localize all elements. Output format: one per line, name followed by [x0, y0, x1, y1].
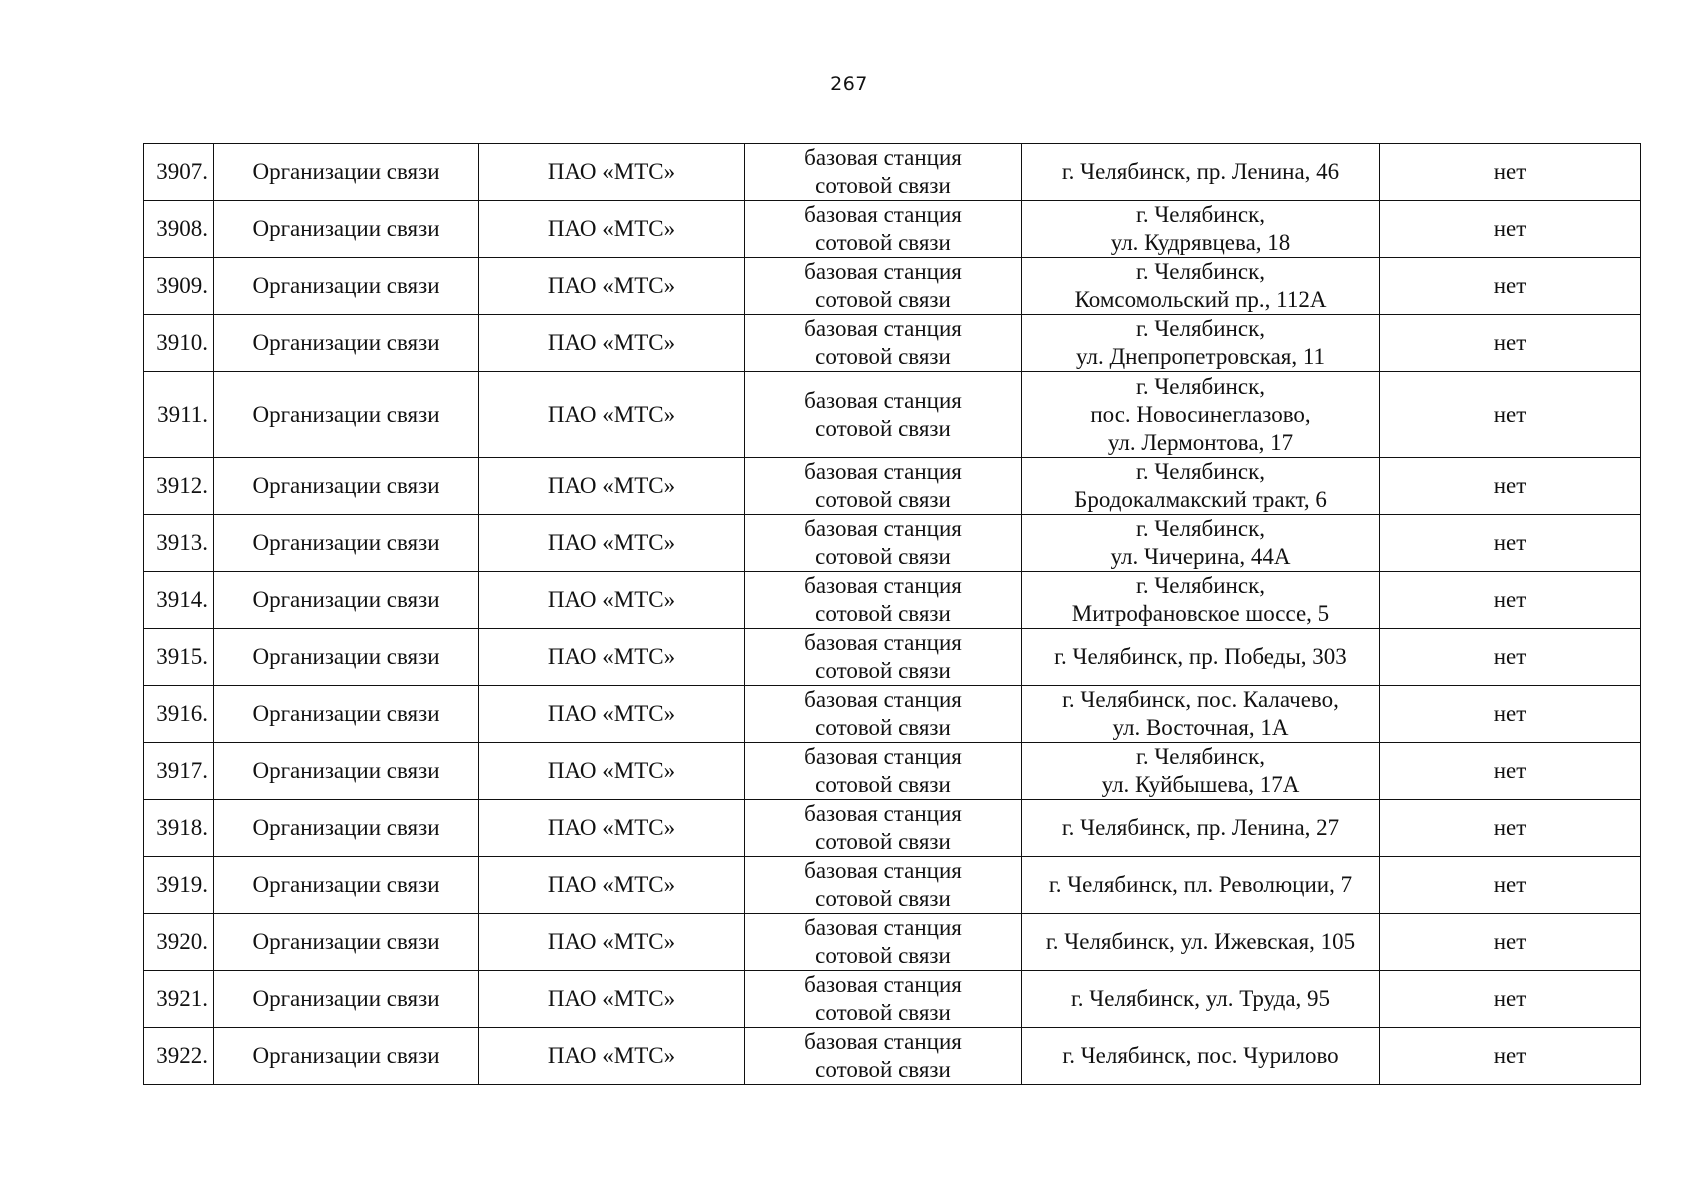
object-cell-line: сотовой связи — [815, 658, 951, 683]
row-number-cell: 3909. — [144, 258, 214, 315]
row-number-cell: 3919. — [144, 857, 214, 914]
address-cell-line: Бродокалмакский тракт, 6 — [1074, 487, 1327, 512]
owner-cell: ПАО «МТС» — [479, 372, 745, 458]
owner-cell: ПАО «МТС» — [479, 686, 745, 743]
category-cell: Организации связи — [214, 201, 479, 258]
object-cell — [745, 201, 1022, 258]
category-cell: Организации связи — [214, 914, 479, 971]
owner-cell: ПАО «МТС» — [479, 515, 745, 572]
flag-cell: нет — [1380, 258, 1641, 315]
category-cell: Организации связи — [214, 515, 479, 572]
object-cell — [745, 515, 1022, 572]
object-cell-line: базовая станция — [804, 687, 962, 712]
object-cell — [745, 144, 1022, 201]
address-cell — [1022, 743, 1380, 800]
owner-cell: ПАО «МТС» — [479, 572, 745, 629]
object-cell-line: сотовой связи — [815, 487, 951, 512]
table-row — [144, 458, 1641, 515]
object-cell-line: сотовой связи — [815, 230, 951, 255]
category-cell: Организации связи — [214, 258, 479, 315]
owner-cell: ПАО «МТС» — [479, 857, 745, 914]
address-cell-line: пос. Новосинеглазово, — [1090, 401, 1311, 427]
owner-cell: ПАО «МТС» — [479, 258, 745, 315]
table-row — [144, 572, 1641, 629]
address-cell — [1022, 144, 1380, 201]
table-row — [144, 857, 1641, 914]
category-cell: Организации связи — [214, 572, 479, 629]
address-cell — [1022, 800, 1380, 857]
flag-cell: нет — [1380, 372, 1641, 458]
address-cell — [1022, 201, 1380, 258]
object-cell-line: базовая станция — [804, 972, 962, 997]
flag-cell: нет — [1380, 315, 1641, 372]
address-cell — [1022, 857, 1380, 914]
address-cell-line: г. Челябинск, — [1135, 573, 1265, 598]
object-cell-line: сотовой связи — [815, 601, 951, 626]
object-cell-line: сотовой связи — [815, 1000, 951, 1025]
object-cell — [745, 743, 1022, 800]
owner-cell: ПАО «МТС» — [479, 201, 745, 258]
flag-cell: нет — [1380, 572, 1641, 629]
object-cell — [745, 258, 1022, 315]
owner-cell: ПАО «МТС» — [479, 144, 745, 201]
object-cell — [745, 372, 1022, 458]
object-cell — [745, 572, 1022, 629]
address-cell-line: г. Челябинск, — [1135, 516, 1265, 541]
flag-cell: нет — [1380, 629, 1641, 686]
flag-cell: нет — [1380, 857, 1641, 914]
object-cell-line: базовая станция — [804, 630, 962, 655]
address-cell-line: г. Челябинск, ул. Ижевская, 105 — [1045, 929, 1356, 954]
category-cell: Организации связи — [214, 800, 479, 857]
owner-cell: ПАО «МТС» — [479, 914, 745, 971]
object-cell-line: сотовой связи — [815, 943, 951, 968]
flag-cell: нет — [1380, 686, 1641, 743]
row-number-cell: 3915. — [144, 629, 214, 686]
owner-cell: ПАО «МТС» — [479, 629, 745, 686]
table-row — [144, 1028, 1641, 1085]
table-row — [144, 144, 1641, 201]
object-cell-line: сотовой связи — [815, 886, 951, 911]
address-cell-line: г. Челябинск, пр. Победы, 303 — [1054, 644, 1347, 669]
object-cell — [745, 458, 1022, 515]
address-cell — [1022, 458, 1380, 515]
flag-cell: нет — [1380, 458, 1641, 515]
row-number-cell: 3916. — [144, 686, 214, 743]
flag-cell: нет — [1380, 914, 1641, 971]
table-row — [144, 315, 1641, 372]
object-cell-line: базовая станция — [804, 259, 962, 284]
row-number-cell: 3907. — [144, 144, 214, 201]
object-cell-line: базовая станция — [804, 744, 962, 769]
table-row — [144, 201, 1641, 258]
object-cell-line: сотовой связи — [815, 829, 951, 854]
address-cell-line: г. Челябинск, ул. Труда, 95 — [1070, 986, 1331, 1011]
flag-cell: нет — [1380, 971, 1641, 1028]
object-cell-line: сотовой связи — [815, 287, 951, 312]
row-number-cell: 3918. — [144, 800, 214, 857]
object-cell-line: базовая станция — [804, 1029, 962, 1054]
flag-cell: нет — [1380, 743, 1641, 800]
address-cell-line: г. Челябинск, — [1135, 459, 1265, 484]
object-cell-line: базовая станция — [804, 387, 962, 413]
object-cell-line: базовая станция — [804, 145, 962, 170]
page-number: 267 — [830, 73, 868, 95]
address-cell-line: Митрофановское шоссе, 5 — [1071, 601, 1330, 626]
address-cell — [1022, 914, 1380, 971]
address-cell-line: ул. Днепропетровская, 11 — [1075, 344, 1326, 369]
address-cell-line: ул. Лермонтова, 17 — [1107, 429, 1294, 455]
owner-cell: ПАО «МТС» — [479, 315, 745, 372]
address-cell — [1022, 686, 1380, 743]
object-cell — [745, 914, 1022, 971]
object-cell — [745, 686, 1022, 743]
row-number-cell: 3921. — [144, 971, 214, 1028]
address-cell-line: г. Челябинск, — [1135, 316, 1265, 341]
object-cell-line: сотовой связи — [815, 715, 951, 740]
category-cell: Организации связи — [214, 144, 479, 201]
flag-cell: нет — [1380, 800, 1641, 857]
registry-table-body — [144, 144, 1641, 1085]
row-number-cell: 3911. — [144, 372, 214, 458]
table-row — [144, 800, 1641, 857]
address-cell-line: г. Челябинск, — [1135, 259, 1265, 284]
object-cell-line: сотовой связи — [815, 344, 951, 369]
registry-table — [143, 143, 1641, 1085]
address-cell — [1022, 1028, 1380, 1085]
category-cell: Организации связи — [214, 857, 479, 914]
address-cell-line: г. Челябинск, пос. Калачево, — [1062, 687, 1339, 712]
owner-cell: ПАО «МТС» — [479, 971, 745, 1028]
owner-cell: ПАО «МТС» — [479, 743, 745, 800]
flag-cell: нет — [1380, 1028, 1641, 1085]
table-row — [144, 258, 1641, 315]
address-cell — [1022, 629, 1380, 686]
address-cell-line: г. Челябинск, пр. Ленина, 46 — [1061, 159, 1340, 184]
address-cell-line: г. Челябинск, — [1135, 202, 1265, 227]
owner-cell: ПАО «МТС» — [479, 1028, 745, 1085]
row-number-cell: 3912. — [144, 458, 214, 515]
category-cell: Организации связи — [214, 629, 479, 686]
flag-cell: нет — [1380, 515, 1641, 572]
row-number-cell: 3920. — [144, 914, 214, 971]
object-cell — [745, 857, 1022, 914]
object-cell — [745, 800, 1022, 857]
address-cell-line: г. Челябинск, — [1135, 373, 1265, 399]
address-cell — [1022, 258, 1380, 315]
row-number-cell: 3917. — [144, 743, 214, 800]
address-cell — [1022, 372, 1380, 458]
category-cell: Организации связи — [214, 458, 479, 515]
object-cell — [745, 971, 1022, 1028]
row-number-cell: 3914. — [144, 572, 214, 629]
row-number-cell: 3910. — [144, 315, 214, 372]
table-row — [144, 971, 1641, 1028]
flag-cell: нет — [1380, 144, 1641, 201]
address-cell-line: ул. Куйбышева, 17А — [1101, 772, 1300, 797]
object-cell — [745, 1028, 1022, 1085]
category-cell: Организации связи — [214, 971, 479, 1028]
address-cell — [1022, 971, 1380, 1028]
category-cell: Организации связи — [214, 1028, 479, 1085]
category-cell: Организации связи — [214, 743, 479, 800]
object-cell-line: сотовой связи — [815, 1057, 951, 1082]
category-cell: Организации связи — [214, 686, 479, 743]
object-cell-line: сотовой связи — [815, 544, 951, 569]
address-cell-line: г. Челябинск, пр. Ленина, 27 — [1061, 815, 1340, 840]
row-number-cell: 3908. — [144, 201, 214, 258]
owner-cell: ПАО «МТС» — [479, 458, 745, 515]
address-cell-line: ул. Кудрявцева, 18 — [1110, 230, 1291, 255]
object-cell-line: базовая станция — [804, 915, 962, 940]
owner-cell: ПАО «МТС» — [479, 800, 745, 857]
row-number-cell: 3922. — [144, 1028, 214, 1085]
table-row — [144, 914, 1641, 971]
category-cell: Организации связи — [214, 372, 479, 458]
address-cell-line: ул. Восточная, 1А — [1112, 715, 1289, 740]
flag-cell: нет — [1380, 201, 1641, 258]
table-row — [144, 372, 1641, 458]
address-cell — [1022, 515, 1380, 572]
object-cell — [745, 315, 1022, 372]
table-row — [144, 743, 1641, 800]
address-cell-line: Комсомольский пр., 112А — [1074, 287, 1327, 312]
address-cell-line: г. Челябинск, пл. Революции, 7 — [1048, 872, 1353, 897]
object-cell-line: базовая станция — [804, 459, 962, 484]
address-cell-line: г. Челябинск, пос. Чурилово — [1062, 1043, 1339, 1068]
object-cell — [745, 629, 1022, 686]
table-row — [144, 515, 1641, 572]
object-cell-line: базовая станция — [804, 202, 962, 227]
category-cell: Организации связи — [214, 315, 479, 372]
object-cell-line: сотовой связи — [815, 173, 951, 198]
object-cell-line: базовая станция — [804, 316, 962, 341]
object-cell-line: базовая станция — [804, 516, 962, 541]
address-cell-line: ул. Чичерина, 44А — [1110, 544, 1291, 569]
object-cell-line: базовая станция — [804, 801, 962, 826]
address-cell — [1022, 315, 1380, 372]
object-cell-line: базовая станция — [804, 858, 962, 883]
object-cell-line: сотовой связи — [815, 415, 951, 441]
address-cell-line: г. Челябинск, — [1135, 744, 1265, 769]
object-cell-line: базовая станция — [804, 573, 962, 598]
table-row — [144, 686, 1641, 743]
object-cell-line: сотовой связи — [815, 772, 951, 797]
row-number-cell: 3913. — [144, 515, 214, 572]
address-cell — [1022, 572, 1380, 629]
table-row — [144, 629, 1641, 686]
